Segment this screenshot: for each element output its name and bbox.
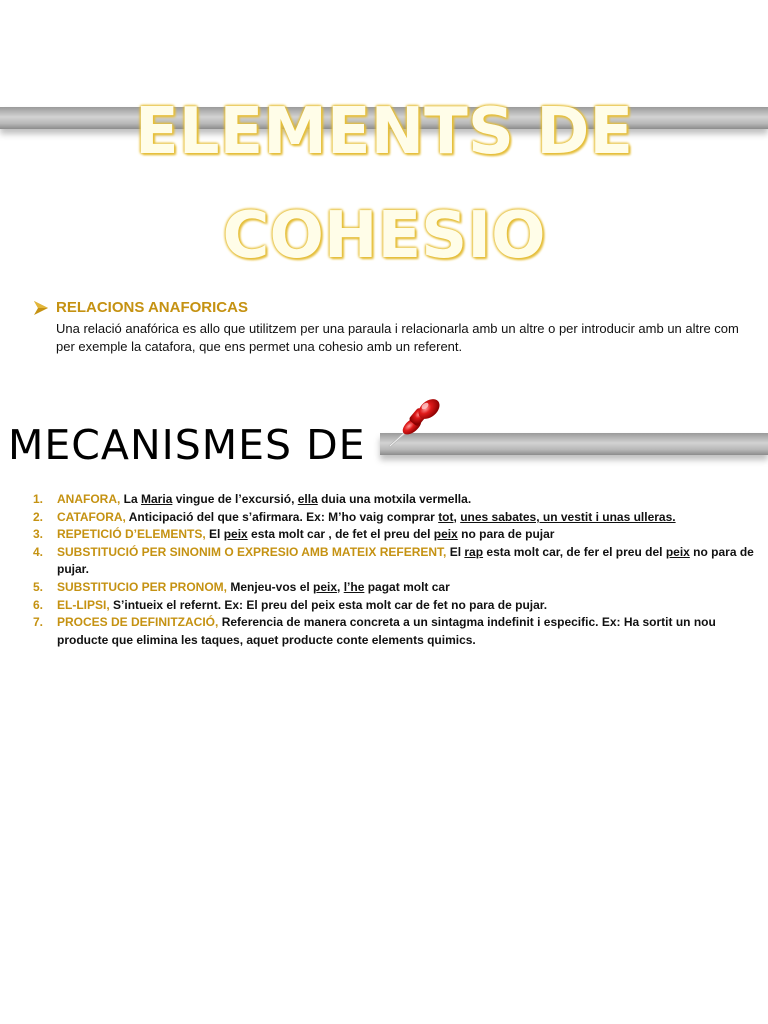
underlined-word: rap [464, 544, 484, 559]
underlined-word: peix [433, 527, 458, 542]
list-item-text: esta molt car , de fet el preu del [247, 527, 434, 542]
list-item [28, 509, 758, 527]
list-item-text: Anticipació del que s’afirmara. Ex: M’ho vaig comprar [128, 509, 439, 524]
mecanismes-list [28, 491, 758, 649]
list-item-label: REPETICIÓ D’ELEMENTS, [57, 527, 210, 542]
list-item-number: 5. [33, 579, 44, 594]
section-heading [33, 299, 753, 316]
list-item-text: vingue de l’excursió, [172, 492, 298, 506]
underlined-word: peix [313, 579, 338, 594]
mecanismes-title: MECANISMES DE [8, 421, 366, 469]
list-item-label: CATAFORA, [57, 509, 129, 524]
pushpin-icon [384, 396, 446, 452]
underlined-word: peix [665, 544, 690, 559]
list-item-text: pagat molt car [364, 579, 450, 594]
list-item-text: duia una motxila vermella. [317, 492, 472, 506]
underlined-word: ella [297, 492, 318, 506]
list-item-text: El [209, 527, 224, 542]
underlined-word: peix [223, 527, 248, 542]
list-item-number: 4. [33, 544, 44, 559]
underlined-word: Maria [141, 492, 173, 506]
underlined-word: tot [438, 509, 454, 524]
list-item-number: 7. [33, 615, 44, 630]
list-item-label: EL-LIPSI, [57, 597, 114, 612]
underlined-word: l’he [343, 579, 365, 594]
underlined-word: unes sabates, un vestit i unas ulleras. [460, 509, 676, 524]
list-item-text: no para de pujar [457, 527, 555, 542]
list-item-label: SUBSTITUCIÓ PER SINONIM O EXPRESIO AMB MATEIX REFERENT, [57, 544, 450, 559]
list-item [28, 544, 758, 579]
list-item-text: , [337, 579, 344, 594]
list-item-text: Referencia de manera concreta a un sintagma indefinit i especific. Ex: Ha sortit un nou producte que elimina les taques, aquet producte conte elements quimics. [57, 615, 716, 647]
list-item-number: 3. [33, 527, 44, 542]
list-item-text: esta molt car, de fer el preu del [483, 544, 666, 559]
list-item-text: La [123, 492, 142, 506]
list-item-number: 1. [33, 492, 44, 506]
list-item [28, 491, 758, 509]
title-area [0, 80, 768, 273]
page-title: ELEMENTS DE COHESIO [134, 95, 634, 273]
list-item [28, 597, 758, 615]
section-body: Una relació anafórica es allo que utilitzem per una paraula i relacionarla amb un altre o per introducir amb un altre com per exemple la catafora, que ens permet una cohesio amb un referent. [56, 321, 739, 354]
list-item-number: 2. [33, 509, 44, 524]
list-item-number: 6. [33, 597, 44, 612]
list-item [28, 579, 758, 597]
list-item-label: ANAFORA, [57, 492, 124, 506]
anaforic-section [33, 299, 753, 356]
list-item [28, 526, 758, 544]
list-item [28, 614, 758, 649]
list-item-text: S’intueix el refernt. Ex: El preu del peix esta molt car de fet no para de pujar. [113, 597, 548, 612]
list-item-label: SUBSTITUCIO PER PRONOM, [57, 579, 231, 594]
section-title: RELACIONS ANAFORICAS [56, 299, 248, 316]
arrow-bullet-icon [33, 300, 49, 316]
list-item-text: no para de pujar. [57, 544, 754, 577]
list-item-label: PROCES DE DEFINITZACIÓ, [57, 615, 222, 630]
list-item-text: El [449, 544, 465, 559]
list-item-text: , [453, 509, 461, 524]
list-item-text: Menjeu-vos el [230, 579, 314, 594]
